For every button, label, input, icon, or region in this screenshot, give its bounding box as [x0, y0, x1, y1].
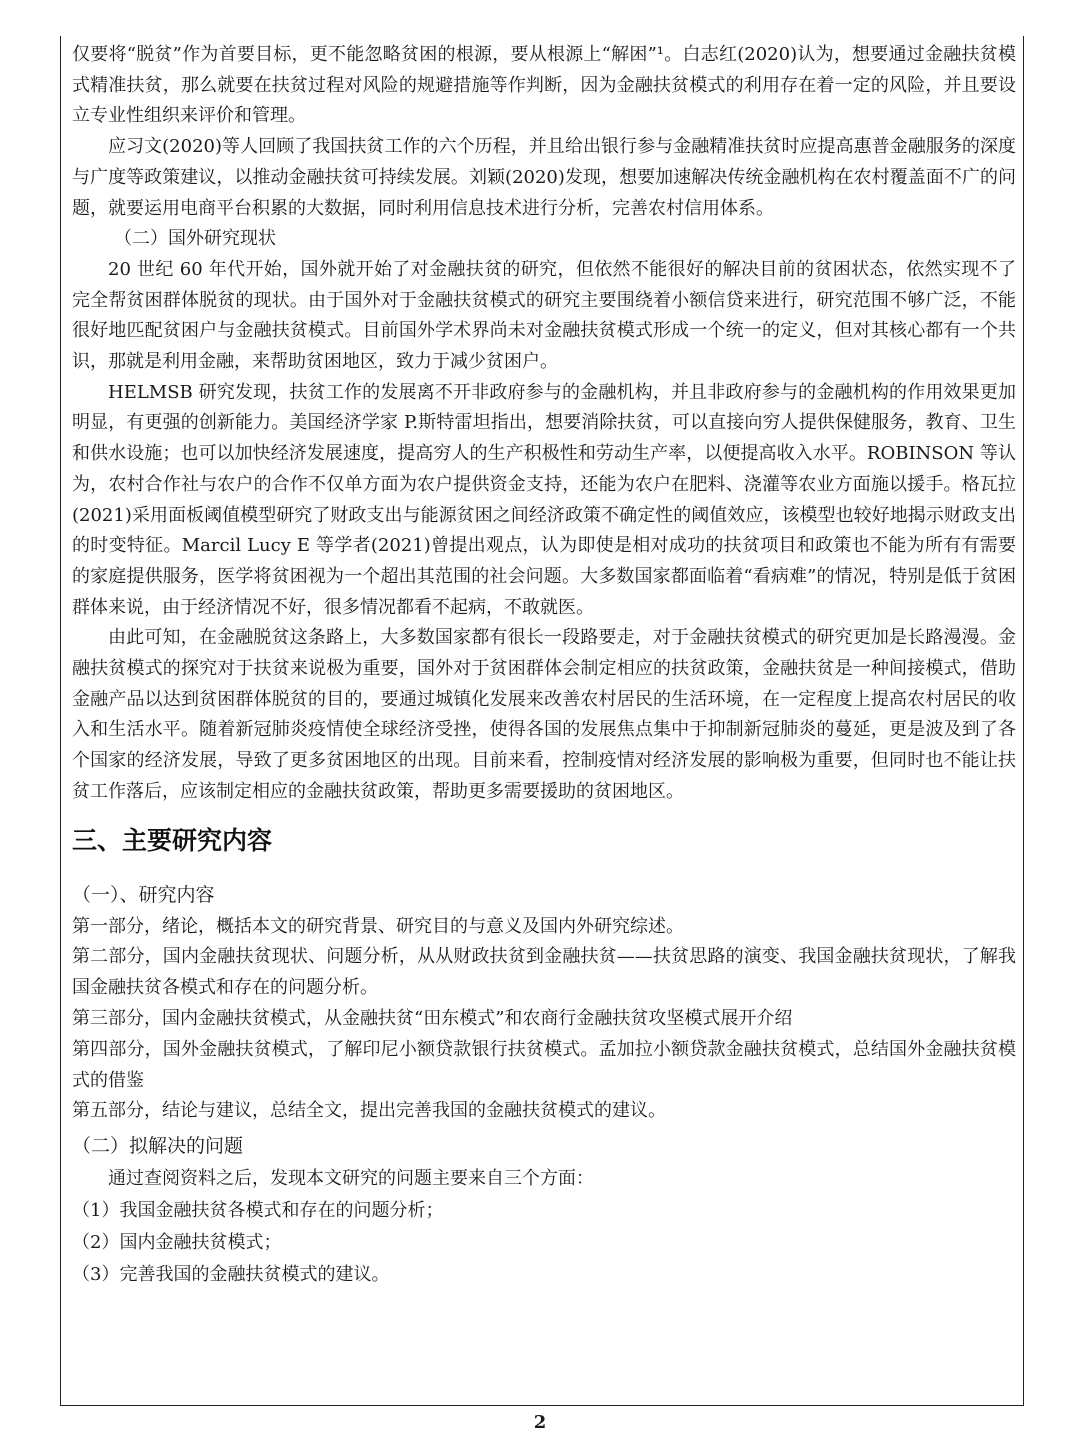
page-number: 2: [533, 1412, 547, 1433]
document-body: [72, 40, 1016, 1291]
problems-intro: 通过查阅资料之后，发现本文研究的问题主要来自三个方面：: [108, 1168, 594, 1190]
research-content-block: [72, 876, 1016, 1128]
problems-block: [72, 1127, 1016, 1291]
foreign-research-paragraph: 20 世纪 60 年代开始，国外就开始了对金融扶贫的研究，但依然不能很好的解决目前的贫困状态，依然实现不了完全帮贫困群体脱贫的现状。由于国外对于金融扶贫模式的研究主要围绕着小额信贷来进行，研究范围不够广泛，不能很好地匹配贫困户与金融扶贫模式。目前国外学术界尚未对金融扶贫模式形成一个统一的定义，但对其核心都有一个共识，那就是利用金融，来帮助贫困地区，致力于减少贫困户。: [72, 258, 1016, 373]
problem-list-item: （2）国内金融扶贫模式；: [72, 1232, 282, 1254]
domestic-review-paragraph: 仅要将“脱贫”作为首要目标，更不能忽略贫困的根源，要从根源上“解困”¹。白志红(2020)认为，想要通过金融扶贫模式精准扶贫，那么就要在扶贫过程对风险的规避措施等作判断，因为金融扶贫模式的利用存在着一定的风险，并且要设立专业性组织来评价和管理。: [72, 44, 1016, 127]
research-part-item: 第三部分，国内金融扶贫模式，从金融扶贫“田东模式”和农商行金融扶贫攻坚模式展开介绍: [72, 1007, 793, 1029]
foreign-research-heading: （二）国外研究现状: [114, 228, 276, 250]
problem-list-item: （1）我国金融扶贫各模式和存在的问题分析；: [72, 1200, 444, 1222]
research-part-item: 第五部分，结论与建议，总结全文，提出完善我国的金融扶贫模式的建议。: [72, 1100, 666, 1122]
research-part-item: 第一部分，绪论，概括本文的研究背景、研究目的与意义及国内外研究综述。: [72, 915, 684, 937]
research-part-item: 第四部分，国外金融扶贫模式，了解印尼小额贷款银行扶贫模式。孟加拉小额贷款金融扶贫模式，总结国外金融扶贫模式的借鉴: [72, 1038, 1016, 1091]
foreign-research-paragraph: HELMSB 研究发现，扶贫工作的发展离不开非政府参与的金融机构，并且非政府参与的金融机构的作用效果更加明显，有更强的创新能力。美国经济学家 P.斯特雷坦指出，想要消除扶贫，可以直接向穷人提供保健服务，教育、卫生和供水设施；也可以加快经济发展速度，提高穷人的生产积极性和劳动生产率，以便提高收入水平。ROBINSON 等认为，农村合作社与农户的合作不仅单方面为农户提供资金支持，还能为农户在肥料、浇灌等农业方面施以援手。格瓦拉(2021)采用面板阈值模型研究了财政支出与能源贫困之间经济政策不确定性的阈值效应，该模型也较好地揭示财政支出的时变特征。Marcil Lucy E 等学者(2021)曾提出观点，认为即使是相对成功的扶贫项目和政策也不能为所有有需要的家庭提供服务，医学将贫困视为一个超出其范围的社会问题。大多数国家都面临着“看病难”的情况，特别是低于贫困群体来说，由于经济情况不好，很多情况都看不起病，不敢就医。: [72, 381, 1016, 618]
research-part-item: 第二部分，国内金融扶贫现状、问题分析，从从财政扶贫到金融扶贫——扶贫思路的演变、我国金融扶贫现状，了解我国金融扶贫各模式和存在的问题分析。: [72, 946, 1016, 999]
research-content-heading: （一）、研究内容: [72, 883, 215, 906]
foreign-research-paragraph: 由此可知，在金融脱贫这条路上，大多数国家都有很长一段路要走，对于金融扶贫模式的研究更加是长路漫漫。金融扶贫模式的探究对于扶贫来说极为重要，国外对于贫困群体会制定相应的扶贫政策，金融扶贫是一种间接模式，借助金融产品以达到贫困群体脱贫的目的，要通过城镇化发展来改善农村居民的生活环境，在一定程度上提高农村居民的收入和生活水平。随着新冠肺炎疫情使全球经济受挫，使得各国的发展焦点集中于抑制新冠肺炎的蔓延，更是波及到了各个国家的经济发展，导致了更多贫困地区的出现。目前来看，控制疫情对经济发展的影响极为重要，但同时也不能让扶贫工作落后，应该制定相应的金融扶贫政策，帮助更多需要援助的贫困地区。: [72, 627, 1016, 802]
problems-heading: （二）拟解决的问题: [72, 1135, 244, 1158]
section-title-main-research: 三、主要研究内容: [72, 825, 273, 855]
problem-list-item: （3）完善我国的金融扶贫模式的建议。: [72, 1264, 390, 1286]
domestic-review-paragraph: 应习文(2020)等人回顾了我国扶贫工作的六个历程，并且给出银行参与金融精准扶贫时应提高惠普金融服务的深度与广度等政策建议，以推动金融扶贫可持续发展。刘颖(2020)发现，想要加速解决传统金融机构在农村覆盖面不广的问题，就要运用电商平台积累的大数据，同时利用信息技术进行分析，完善农村信用体系。: [72, 136, 1016, 219]
